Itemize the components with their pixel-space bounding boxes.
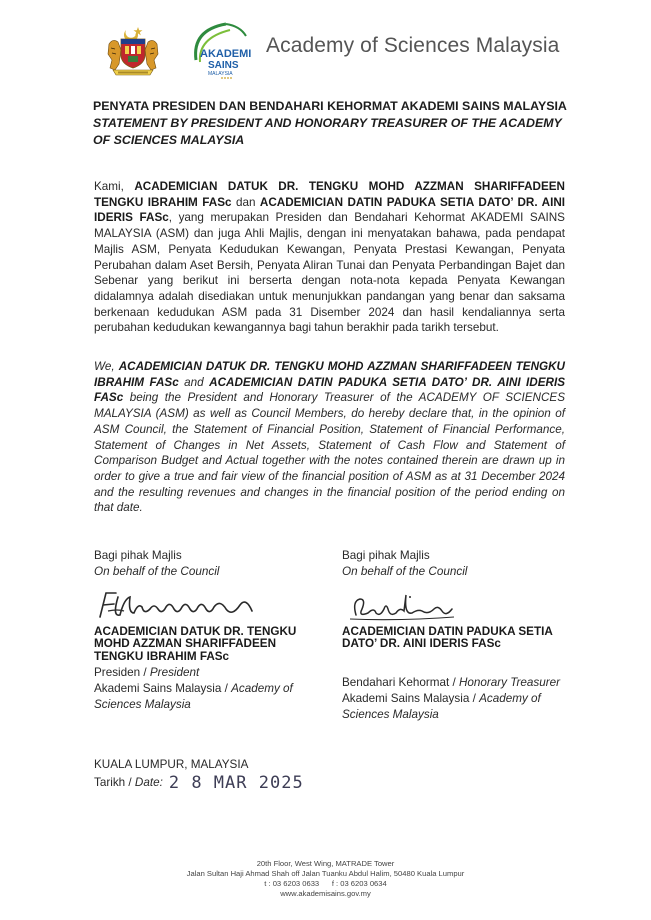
- declaration-paragraph-malay: [94, 179, 565, 336]
- para-en-text-2: and: [178, 375, 210, 389]
- signature-block-treasurer: [342, 548, 582, 723]
- on-behalf-malay: Bagi pihak Majlis: [94, 549, 182, 562]
- logo-text-sains: SAINS: [208, 60, 239, 71]
- declaration-paragraph-english: [94, 359, 565, 516]
- president-name-line-1: ACADEMICIAN DATUK DR. TENGKU: [94, 624, 297, 638]
- signature-president-icon: [94, 587, 264, 627]
- footer-line-1: 20th Floor, West Wing, MATRADE Tower: [256, 859, 395, 868]
- para-en-text-1: We,: [94, 360, 119, 373]
- president-role: Presiden / President: [94, 665, 200, 679]
- para-ms-text-2: dan: [231, 195, 260, 209]
- logo-text-malaysia: MALAYSIA: [208, 71, 233, 77]
- footer-website: www.akademisains.gov.my: [280, 889, 371, 898]
- date-line: [94, 773, 304, 791]
- president-organization: Akademi Sains Malaysia / Academy of: [94, 681, 293, 695]
- signature-treasurer-icon: [342, 587, 512, 627]
- para-ms-text-3: , yang merupakan Presiden dan Bendahari Kehormat AKADEMI SAINS MALAYSIA (ASM) dan juga Ahli Majlis, dengan ini menyatakan bahawa, pada pendapat Majlis ASM, Penyata Kedudukan Kewangan, Penyata Prestasi Kewangan, Penyata Perubahan dalam Aset Bersih, Penyata Aliran Tunai dan Penyata Perbandingan Bajet dan Sebenar yang berikut ini berserta dengan nota-nota kepada Penyata Kewangan didalamnya adalah disediakan untuk menunjukkan pandangan yang benar dan saksama berkenaan kedudukan ASM pada 31 Disember 2024 dan hasil kendaliannya serta perubahan kedudukan kewangannya bagi tahun berakhir pada tarikh tersebut.: [94, 211, 565, 335]
- statement-title-malay: PENYATA PRESIDEN DAN BENDAHARI KEHORMAT AKADEMI SAINS MALAYSIA: [93, 99, 567, 113]
- para-en-name-treasurer: ACADEMICIAN DATIN PADUKA SETIA DATO’ DR. AINI IDERIS FASc: [94, 375, 566, 405]
- on-behalf-malay: Bagi pihak Majlis: [342, 549, 430, 562]
- footer-line-3: t : 03 6203 0633 f : 03 6203 0634: [264, 879, 387, 888]
- logo-text-akademi: AKADEMI: [200, 48, 252, 60]
- date-label-english: Date:: [134, 776, 163, 789]
- para-ms-name-treasurer: ACADEMICIAN DATIN PADUKA SETIA DATO’ DR. AINI IDERIS FASc: [94, 195, 566, 225]
- malaysia-coat-of-arms-icon: [104, 22, 162, 80]
- para-ms-text-1: Kami,: [94, 180, 135, 193]
- statement-title-english: STATEMENT BY PRESIDENT AND HONORARY TREASURER OF THE ACADEMY OF SCIENCES MALAYSIA: [93, 116, 562, 147]
- place-city: KUALA LUMPUR, MALAYSIA: [94, 758, 249, 771]
- akademi-sains-logo-icon: [186, 20, 254, 82]
- organization-title: Academy of Sciences Malaysia: [266, 34, 560, 57]
- para-en-text-3: being the President and Honorary Treasurer of the ACADEMY OF SCIENCES MALAYSIA (ASM) as well as Council Members, do hereby declare that, in the opinion of ASM Council, the Statement of Financial Position, Statement of Financial Performance, Statement of Changes in Net Assets, Statement of Cash Flow and Statement of Comparison Budget and Actual together with the notes contained therein are drawn up in order to give a true and fair view of the financial position of ASM as at 31 December 2024 and the resulting revenues and changes in the financial position of the period ending on that date.: [94, 391, 565, 515]
- date-label-malay: Tarikh /: [94, 776, 135, 789]
- president-organization-cont: Sciences Malaysia: [94, 697, 191, 711]
- treasurer-organization-cont: Sciences Malaysia: [342, 707, 439, 721]
- footer-address: [0, 859, 651, 899]
- treasurer-name-line-2: DATO’ DR. AINI IDERIS FASc: [342, 637, 501, 651]
- on-behalf-english: On behalf of the Council: [94, 564, 220, 578]
- treasurer-role: Bendahari Kehormat / Honorary Treasurer: [342, 676, 561, 690]
- footer-line-2: Jalan Sultan Haji Ahmad Shah off Jalan Tuanku Abdul Halim, 50480 Kuala Lumpur: [186, 869, 465, 878]
- signature-block-president: [94, 548, 334, 712]
- date-stamp: 2 8 MAR 2025: [168, 773, 304, 793]
- on-behalf-english: On behalf of the Council: [342, 564, 468, 578]
- treasurer-organization: Akademi Sains Malaysia / Academy of: [342, 691, 541, 705]
- president-name-line-3: TENGKU IBRAHIM FASc: [94, 650, 230, 664]
- place-and-date: [94, 757, 304, 791]
- para-en-name-president: ACADEMICIAN DATUK DR. TENGKU MOHD AZZMAN SHARIFFADEEN TENGKU IBRAHIM FASc: [94, 360, 565, 389]
- para-ms-name-president: ACADEMICIAN DATUK DR. TENGKU MOHD AZZMAN SHARIFFADEEN TENGKU IBRAHIM FASc: [94, 180, 565, 209]
- treasurer-name-line-1: ACADEMICIAN DATIN PADUKA SETIA: [342, 624, 553, 638]
- president-name-line-2: MOHD AZZMAN SHARIFFADEEN: [94, 637, 277, 651]
